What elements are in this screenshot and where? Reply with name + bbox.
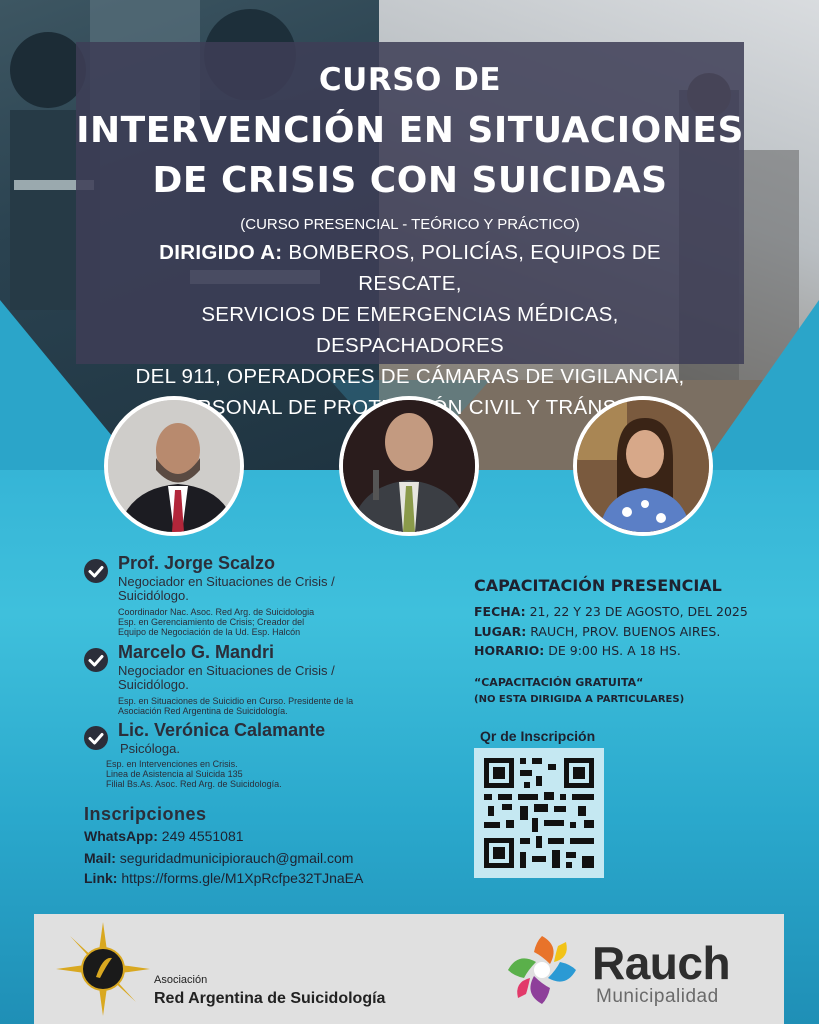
link-label: Link: — [84, 870, 118, 886]
training-title: CAPACITACIÓN PRESENCIAL — [474, 576, 722, 595]
check-circle-icon — [84, 726, 108, 750]
speaker-details: Coordinador Nac. Asoc. Red Arg. de Suicidologia Esp. en Gerenciamiento de Crisis; Creador del Equipo de Negociación de la Ud. Esp. Halcón — [118, 607, 315, 637]
course-title-line2: INTERVENCIÓN EN SITUACIONES — [76, 110, 744, 151]
qr-code-image — [474, 748, 604, 878]
title-panel — [76, 42, 744, 419]
training-hours: HORARIO: DE 9:00 HS. A 18 HS. — [474, 643, 681, 658]
audience-label: DIRIGIDO A: — [159, 241, 283, 264]
training-date: FECHA: 21, 22 Y 23 DE AGOSTO, DEL 2025 — [474, 604, 748, 619]
mail-address: seguridadmunicipiorauch@gmail.com — [115, 850, 354, 866]
avatar-veronica-calamante — [573, 396, 713, 536]
rauch-subtitle: Municipalidad — [596, 986, 719, 1007]
qr-title: Qr de Inscripción — [480, 728, 596, 744]
mail-label: Mail: — [84, 850, 116, 866]
speaker-role: Negociador en Situaciones de Crisis / Suicidólogo. — [118, 663, 335, 692]
link-line — [84, 870, 363, 886]
suicidology-seal-logo — [56, 922, 150, 1016]
avatar-jorge-scalzo — [104, 396, 244, 536]
speaker-role: Psicóloga. — [120, 741, 180, 756]
qr-code[interactable] — [474, 748, 604, 878]
whatsapp-line — [84, 828, 244, 844]
speaker-name: Marcelo G. Mandri — [118, 642, 275, 662]
free-training-note: “CAPACITACIÓN GRATUITA“ — [474, 676, 644, 689]
speaker-details: Esp. en Situaciones de Suicidio en Curso. Presidente de la Asociación Red Argentina de Suicidología. — [118, 696, 354, 716]
inscriptions-title: Inscripciones — [84, 804, 207, 824]
course-subtitle: (CURSO PRESENCIAL - TEÓRICO Y PRÁCTICO) — [240, 216, 580, 233]
mail-line — [84, 850, 353, 866]
speaker-name: Prof. Jorge Scalzo — [118, 553, 276, 573]
rauch-name: Rauch — [592, 937, 731, 989]
course-title-line1: CURSO DE — [318, 62, 502, 98]
not-for-individuals-note: (NO ESTA DIRIGIDA A PARTICULARES) — [474, 694, 685, 705]
footer-logos — [34, 914, 784, 1024]
training-place: LUGAR: RAUCH, PROV. BUENOS AIRES. — [474, 624, 721, 639]
whatsapp-number: 249 4551081 — [157, 828, 244, 844]
check-circle-icon — [84, 648, 108, 672]
check-circle-icon — [84, 559, 108, 583]
speaker-details: Esp. en Intervenciones en Crisis. Linea de Asistencia al Suicida 135 Filial Bs.As. Asoc. Red Arg. de Suicidología. — [106, 759, 282, 789]
speaker-role: Negociador en Situaciones de Crisis / Suicidólogo. — [118, 574, 335, 603]
rauch-flower-logo — [504, 932, 580, 1008]
registration-link: https://forms.gle/M1XpRcfpe32TJnaEA — [117, 870, 364, 886]
speaker-name: Lic. Verónica Calamante — [118, 720, 326, 740]
association-name: Red Argentina de Suicidología — [154, 990, 386, 1007]
avatar-marcelo-mandri — [339, 396, 479, 536]
audience-text: DIRIGIDO A: BOMBEROS, POLICÍAS, EQUIPOS DE RESCATE, SERVICIOS DE EMERGENCIAS MÉDICAS, DESPACHADORES DEL 911, OPERADORES DE CÁMARAS DE VIGILANCIA, PERSONAL DE CIVIL Y TRÁNSITO — [135, 241, 685, 419]
association-label: Asociación — [154, 974, 208, 986]
whatsapp-label: WhatsApp: — [84, 828, 158, 844]
course-title-line3: DE CRISIS CON SUICIDAS — [152, 160, 668, 201]
